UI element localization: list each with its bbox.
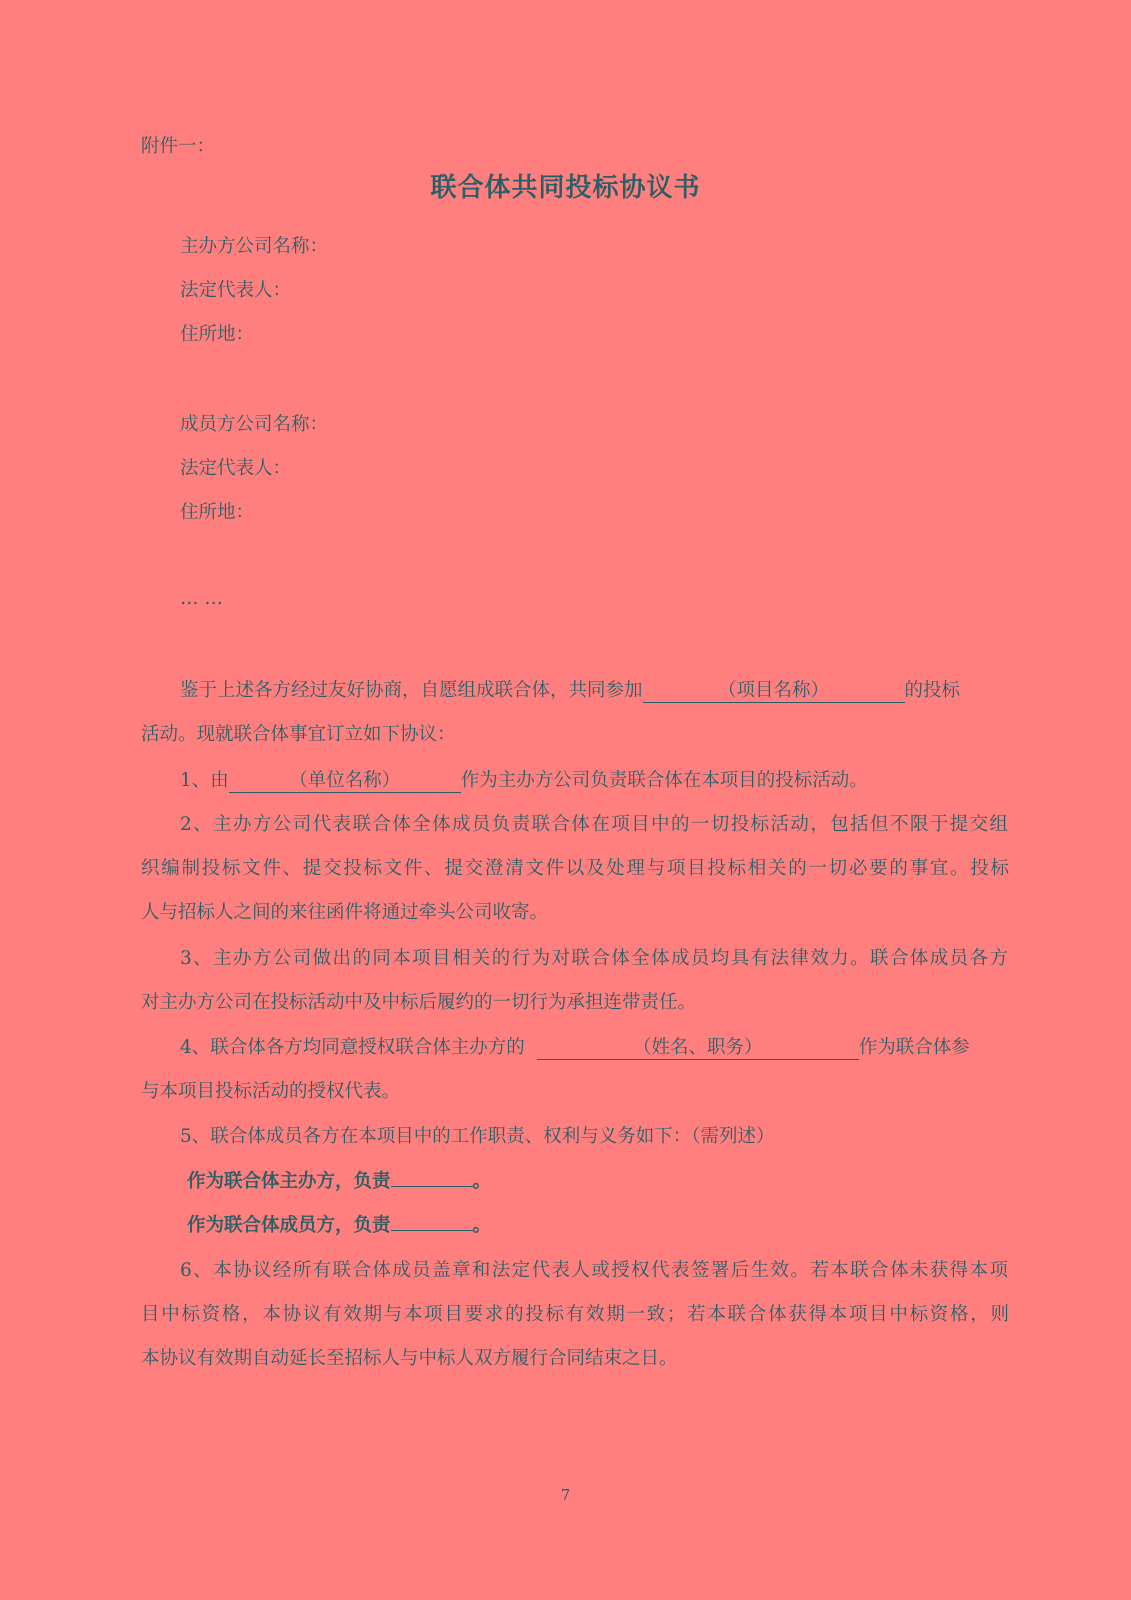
clause-6-line-2: 目中标资格，本协议有效期与本项目要求的投标有效期一致；若本联合体获得本项目中标资格，则 [141,1304,1009,1325]
clause-1-text-1: 1、由 [180,770,229,791]
lead-duty-label: 作为联合体主办方，负责 [187,1171,391,1192]
clause-5-line-1: 5、联合体成员各方在本项目中的工作职责、权利与义务如下：（需列述） [180,1126,775,1147]
preamble-text-2: 的投标 [904,680,961,701]
member-rep-label: 法定代表人： [180,458,292,479]
member-duty-end: 。 [472,1215,492,1236]
lead-company-label: 主办方公司名称： [180,236,329,257]
document-title: 联合体共同投标协议书 [430,173,701,203]
clause-2-line-3: 人与招标人之间的来往函件将通过牵头公司收寄。 [141,902,549,923]
clause-6-line-1: 6、本协议经所有联合体成员盖章和法定代表人或授权代表签署后生效。若本联合体未获得本项 [180,1260,1008,1281]
unit-name-blank[interactable]: （单位名称） [229,770,461,793]
clause-4-text-2: 作为联合体参 [858,1037,970,1058]
clause-4-line-1 [180,1035,970,1061]
page-number: 7 [560,1486,571,1504]
project-name-blank[interactable]: （项目名称） [643,680,905,703]
clause-1 [180,768,868,794]
member-duty-line [187,1213,491,1239]
clause-1-text-2: 作为主办方公司负责联合体在本项目的投标活动。 [460,770,868,791]
member-duty-blank[interactable] [391,1230,473,1231]
clause-4-text-1: 4、联合体各方均同意授权联合体主办方的 [180,1037,525,1058]
clause-3-line-2: 对主办方公司在投标活动中及中标后履约的一切行为承担连带责任。 [141,992,697,1013]
ellipsis: … … [180,588,223,609]
lead-duty-line [187,1169,491,1195]
member-duty-label: 作为联合体成员方，负责 [187,1215,391,1236]
preamble-line-1 [180,678,960,704]
member-address-label: 住所地： [180,502,255,523]
preamble-line-2: 活动。现就联合体事宜订立如下协议： [141,724,456,745]
representative-blank[interactable]: （姓名、职务） [537,1037,859,1060]
clause-2-line-1: 2、主办方公司代表联合体全体成员负责联合体在项目中的一切投标活动，包括但不限于提交组 [180,814,1008,835]
lead-duty-blank[interactable] [391,1186,473,1187]
attachment-label: 附件一： [141,136,216,157]
clause-3-line-1: 3、主办方公司做出的同本项目相关的行为对联合体全体成员均具有法律效力。联合体成员各方 [180,948,1008,969]
member-company-label: 成员方公司名称： [180,414,329,435]
clause-4-line-2: 与本项目投标活动的授权代表。 [141,1081,401,1102]
clause-6-line-3: 本协议有效期自动延长至招标人与中标人双方履行合同结束之日。 [141,1348,678,1369]
clause-2-line-2: 织编制投标文件、提交投标文件、提交澄清文件以及处理与项目投标相关的一切必要的事宜。投标 [141,858,1009,879]
preamble-text-1: 鉴于上述各方经过友好协商，自愿组成联合体，共同参加 [180,680,643,701]
lead-rep-label: 法定代表人： [180,280,292,301]
lead-duty-end: 。 [472,1171,492,1192]
lead-address-label: 住所地： [180,324,255,345]
